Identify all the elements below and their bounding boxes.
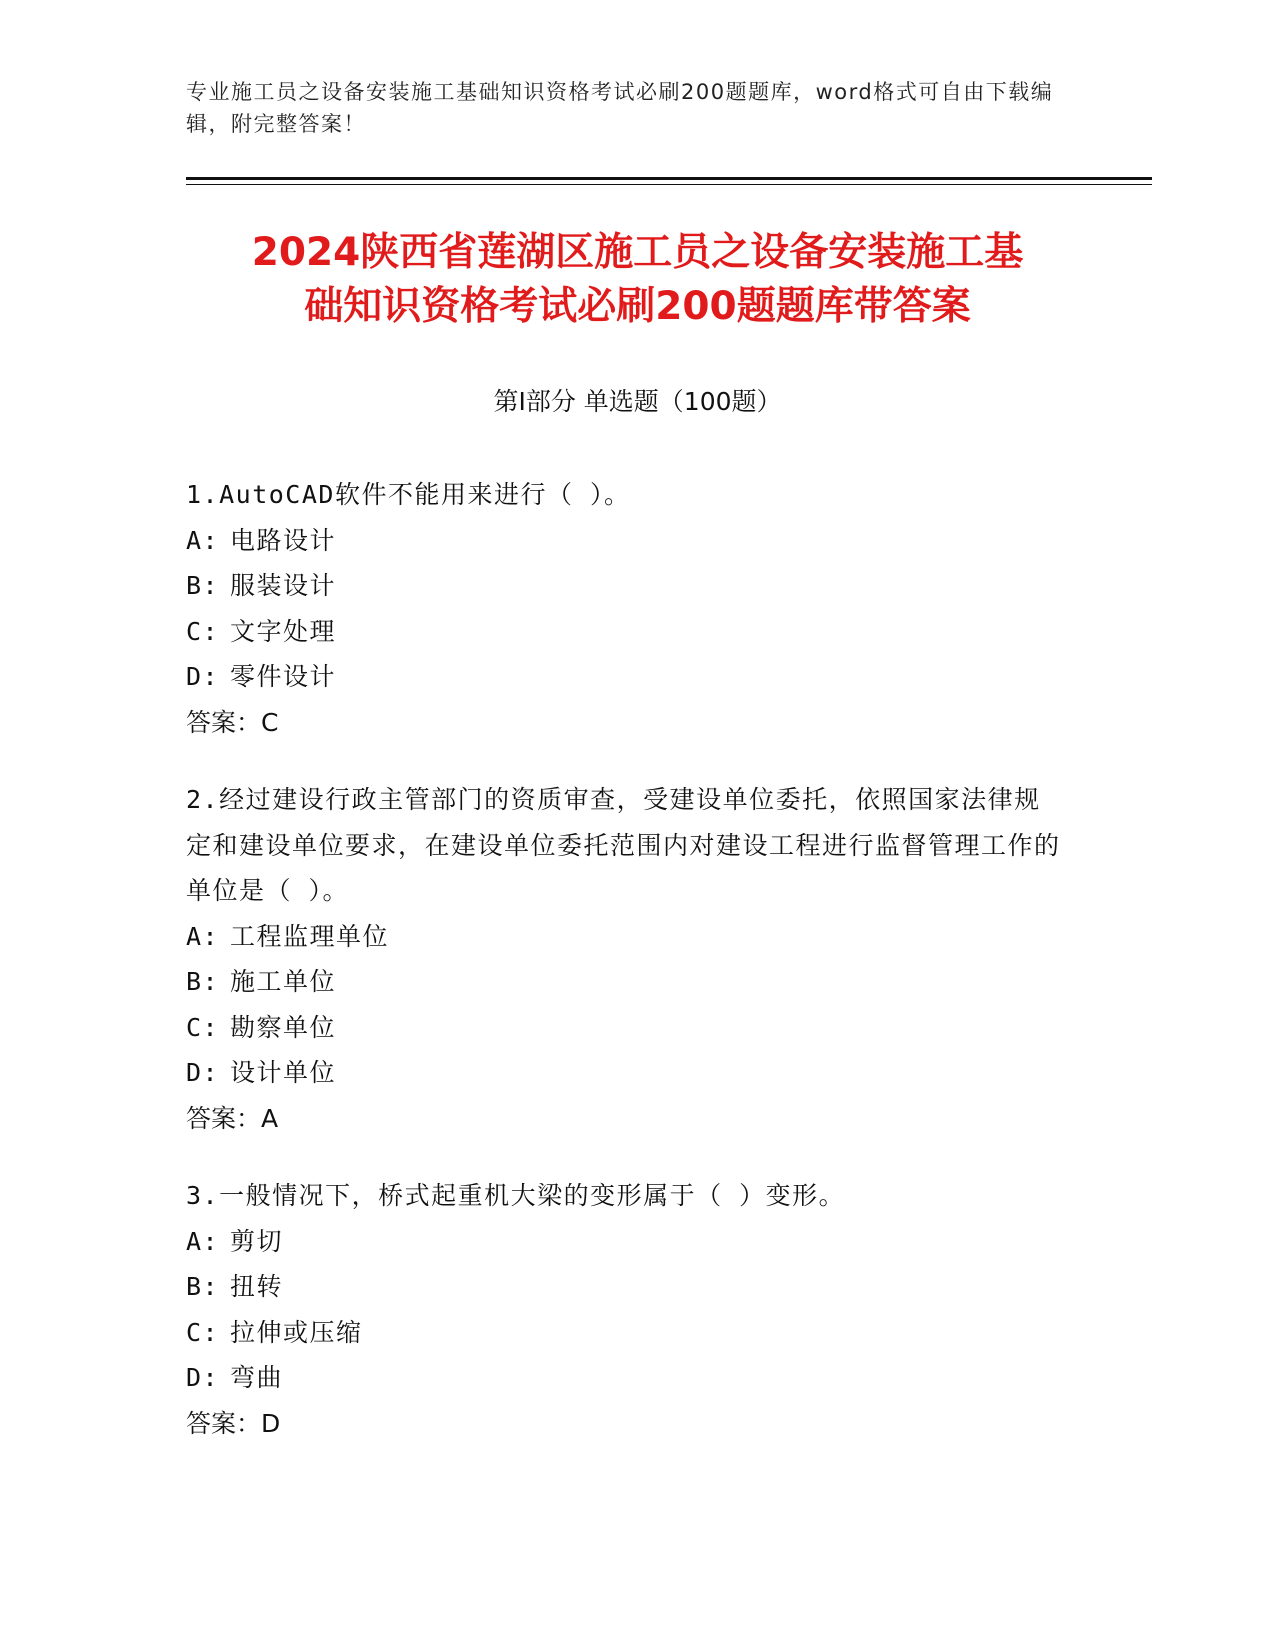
option-text: 服装设计: [230, 571, 337, 600]
document-title-line-2: 础知识资格考试必刷200题题库带答案: [304, 284, 971, 329]
option-text: 零件设计: [230, 662, 337, 691]
option-c: [186, 1310, 1066, 1356]
option-text: 电路设计: [230, 525, 337, 555]
option-key: D:: [186, 1363, 220, 1392]
option-key: B:: [186, 571, 220, 600]
option-c: [186, 1005, 1066, 1051]
option-text: 弯曲: [230, 1363, 284, 1392]
option-c: [186, 609, 1066, 655]
option-text: 剪切: [230, 1226, 284, 1256]
option-a: [186, 518, 1066, 564]
option-d: [186, 1355, 1066, 1401]
option-key: D:: [186, 662, 220, 691]
option-key: C:: [186, 616, 220, 646]
option-d: [186, 654, 1066, 700]
option-b: [186, 959, 1066, 1005]
option-key: B:: [186, 967, 220, 996]
option-key: A:: [186, 921, 220, 951]
option-key: D:: [186, 1058, 220, 1087]
option-text: 工程监理单位: [230, 921, 390, 951]
document-title-line-1: 2024陕西省莲湖区施工员之设备安装施工基: [251, 230, 1024, 275]
question-3: [186, 1173, 1066, 1446]
option-key: C:: [186, 1317, 220, 1347]
option-key: B:: [186, 1272, 220, 1301]
option-text: 勘察单位: [230, 1012, 337, 1042]
option-text: 施工单位: [230, 967, 337, 996]
header-rule-thick: [186, 177, 1152, 180]
option-a: [186, 914, 1066, 960]
header-rule-thin: [186, 184, 1152, 185]
question-2: [186, 777, 1066, 1141]
option-text: 设计单位: [230, 1058, 337, 1087]
option-d: [186, 1050, 1066, 1096]
option-b: [186, 1264, 1066, 1310]
answer-line: 答案：C: [186, 707, 279, 737]
option-key: A:: [186, 1226, 220, 1256]
question-stem: 1.AutoCAD软件不能用来进行（ ）。: [186, 480, 631, 509]
option-b: [186, 563, 1066, 609]
option-key: A:: [186, 525, 220, 555]
section-title: 第Ⅰ部分 单选题（100题）: [493, 387, 782, 416]
option-text: 拉伸或压缩: [230, 1317, 363, 1347]
answer-line: 答案：A: [186, 1103, 279, 1133]
header-note: 专业施工员之设备安装施工基础知识资格考试必刷200题题库，word格式可自由下载编辑，附完整答案！: [186, 80, 1054, 136]
answer-line: 答案：D: [186, 1408, 281, 1438]
question-stem: 3.一般情况下，桥式起重机大梁的变形属于（ ）变形。: [186, 1181, 846, 1210]
question-list: [186, 472, 1066, 1478]
question-stem: 2.经过建设行政主管部门的资质审查，受建设单位委托，依照国家法律规定和建设单位要求，在建设单位委托范围内对建设工程进行监督管理工作的单位是（ ）。: [186, 785, 1061, 905]
option-key: C:: [186, 1012, 220, 1042]
option-text: 扭转: [230, 1272, 284, 1301]
option-a: [186, 1219, 1066, 1265]
question-1: [186, 472, 1066, 745]
option-text: 文字处理: [230, 616, 337, 646]
document-title: [150, 226, 1125, 334]
